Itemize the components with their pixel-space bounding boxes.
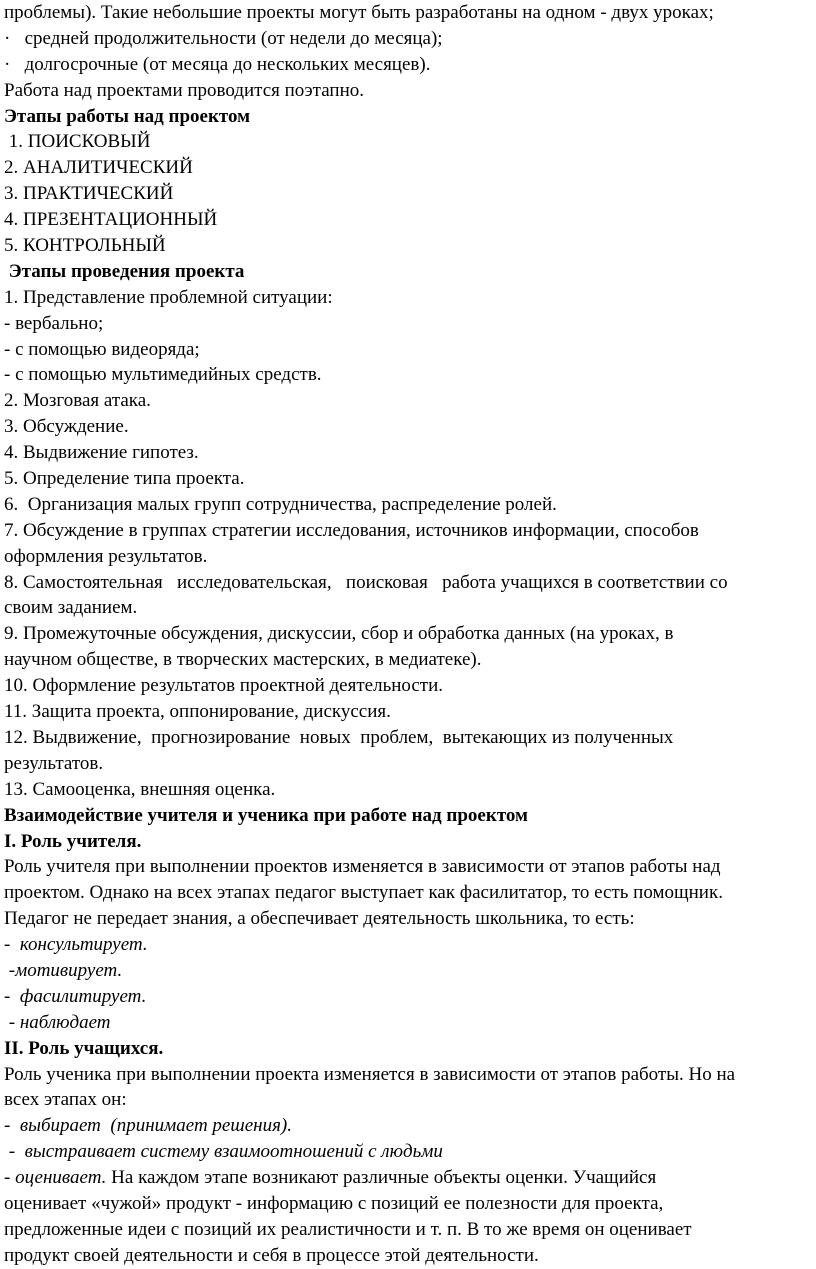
stage-item: 4. ПРЕЗЕНТАЦИОННЫЙ [4, 209, 218, 231]
paragraph-line: продукт своей деятельности и себя в процессе этой деятельности. [4, 1244, 539, 1266]
conduct-line: 12. Выдвижение, прогнозирование новых проблем, вытекающих из полученных [4, 726, 674, 748]
conduct-line: 1. Представление проблемной ситуации: [4, 286, 333, 308]
bullet-item: · долгосрочные (от месяца до нескольких месяцев). [4, 53, 431, 75]
student-role-item [4, 1113, 808, 1139]
paragraph-line: проектом. Однако на всех этапах педагог выступает как фасилитатор, то есть помощник. [4, 882, 723, 904]
dash: - [4, 1167, 16, 1189]
stage-item: 3. ПРАКТИЧЕСКИЙ [4, 183, 174, 205]
role-description: На каждом этапе возникают различные объекты оценки. Учащийся [106, 1167, 657, 1189]
conduct-line: 8. Самостоятельная исследовательская, поисковая работа учащихся в соответствии со [4, 571, 728, 593]
teacher-role-item [4, 932, 808, 958]
paragraph-line: оценивает «чужой» продукт - информацию с позиций ее полезности для проекта, [4, 1192, 664, 1214]
teacher-role-item [4, 984, 808, 1010]
paragraph-line: всех этапах он: [4, 1089, 127, 1111]
dash: - [4, 1011, 20, 1033]
bullet-item: · средней продолжительности (от недели до месяца); [4, 27, 443, 49]
conduct-line: научном обществе, в творческих мастерских, в медиатеке). [4, 649, 482, 671]
role-text: консультирует. [19, 934, 148, 956]
conduct-line: - вербально; [4, 312, 104, 334]
section-heading-stages-work: Этапы работы над проектом [4, 105, 251, 127]
section-heading-stages-conduct: Этапы проведения проекта [4, 260, 245, 282]
student-role-item [4, 1139, 808, 1165]
conduct-line: - с помощью видеоряда; [4, 338, 200, 360]
dash: - [4, 985, 20, 1007]
paragraph-line: предложенные идеи с позиций их реалистичности и т. п. В то же время он оценивает [4, 1218, 692, 1240]
conduct-line: - с помощью мультимедийных средств. [4, 364, 322, 386]
stage-item: 2. АНАЛИТИЧЕСКИЙ [4, 157, 193, 179]
conduct-line: оформления результатов. [4, 545, 208, 567]
conduct-line: 2. Мозговая атака. [4, 390, 151, 412]
conduct-line: результатов. [4, 752, 104, 774]
stage-item: 1. ПОИСКОВЫЙ [4, 131, 151, 153]
section-heading-interaction: Взаимодействие учителя и ученика при работе над проектом [4, 804, 528, 826]
conduct-line: 7. Обсуждение в группах стратегии исследования, источников информации, способов [4, 519, 699, 541]
paragraph-line: Роль учителя при выполнении проектов изменяется в зависимости от этапов работы над [4, 856, 721, 878]
conduct-line: своим заданием. [4, 597, 138, 619]
paragraph-line: Педагог не передает знания, а обеспечивает деятельность школьника, то есть: [4, 908, 635, 930]
subheading-teacher-role: I. Роль учителя. [4, 830, 142, 852]
teacher-role-item [4, 1010, 808, 1036]
teacher-role-item [4, 958, 808, 984]
role-text: фасилитирует. [19, 985, 147, 1007]
conduct-line: 13. Самооценка, внешняя оценка. [4, 778, 276, 800]
intro-line: Работа над проектами проводится поэтапно. [4, 79, 364, 101]
conduct-line: 6. Организация малых групп сотрудничества, распределение ролей. [4, 493, 557, 515]
role-text: наблюдает [19, 1011, 111, 1033]
role-text: выстраивает систему взаимоотношений с людьми [24, 1141, 443, 1163]
dash: - [4, 1115, 20, 1137]
role-text: мотивирует. [15, 959, 123, 981]
conduct-line: 10. Оформление результатов проектной деятельности. [4, 675, 444, 697]
student-role-item [4, 1165, 808, 1191]
conduct-line: 11. Защита проекта, оппонирование, дискуссия. [4, 701, 391, 723]
conduct-line: 4. Выдвижение гипотез. [4, 442, 199, 464]
dash: - [4, 959, 16, 981]
role-text: оценивает. [15, 1167, 107, 1189]
paragraph-line: Роль ученика при выполнении проекта изменяется в зависимости от этапов работы. Но на [4, 1063, 736, 1085]
stage-item: 5. КОНТРОЛЬНЫЙ [4, 235, 166, 257]
conduct-line: 3. Обсуждение. [4, 416, 129, 438]
dash: - [4, 1141, 25, 1163]
subheading-student-role: II. Роль учащихся. [4, 1037, 164, 1059]
intro-line: проблемы). Такие небольшие проекты могут быть разработаны на одном - двух уроках; [4, 2, 714, 23]
dash: - [4, 934, 20, 956]
role-text: выбирает (принимает решения). [19, 1115, 292, 1137]
conduct-line: 5. Определение типа проекта. [4, 468, 245, 490]
conduct-line: 9. Промежуточные обсуждения, дискуссии, сбор и обработка данных (на уроках, в [4, 623, 674, 645]
